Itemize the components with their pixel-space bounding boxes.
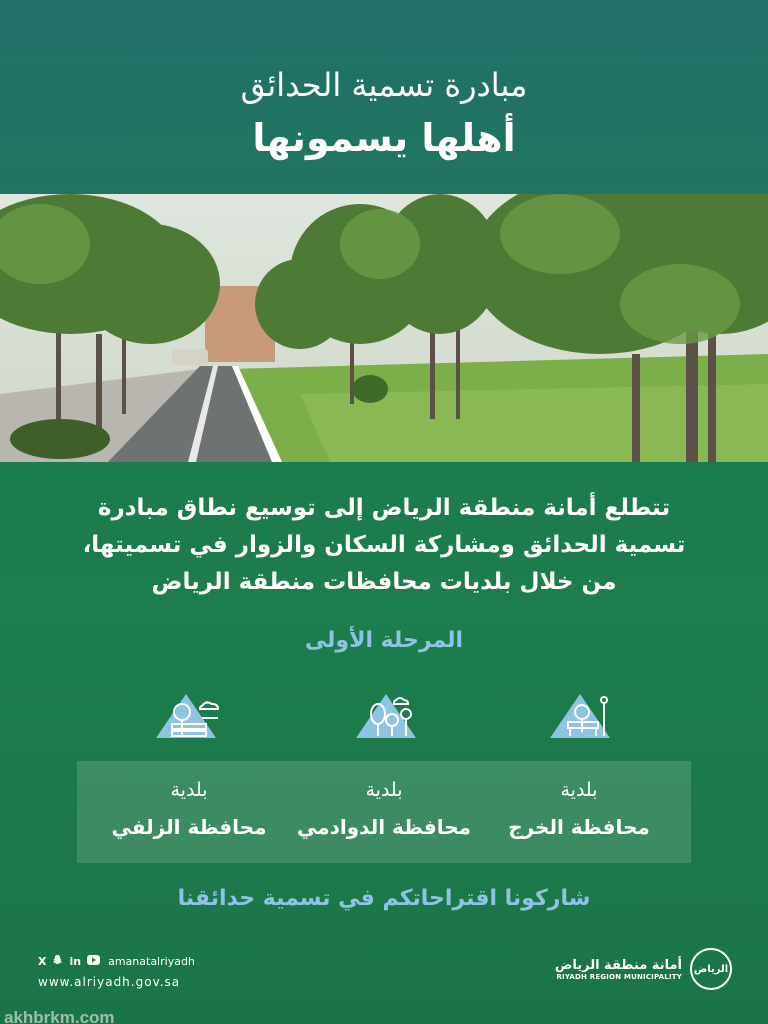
footer-contacts: [38, 953, 238, 989]
page-title: مبادرة تسمية الحدائق: [240, 66, 528, 104]
municipality-zulfi: [89, 779, 289, 839]
logo-arabic: أمانة منطقة الرياض: [554, 957, 682, 973]
municipalities-panel: [77, 761, 691, 863]
snapchat-icon[interactable]: [52, 954, 63, 968]
social-handle[interactable]: amanatalriyadh: [108, 954, 195, 968]
x-icon[interactable]: X: [38, 954, 47, 968]
trees-icon: [352, 688, 422, 744]
municipality-label: بلدية: [365, 779, 403, 801]
page-subtitle: أهلها يسمونها: [252, 116, 516, 160]
municipality-label: بلدية: [170, 779, 208, 801]
description-line-2: تسمية الحدائق ومشاركة السكان والزوار في تسميتها،: [82, 532, 686, 558]
logo-text: [555, 958, 682, 981]
watermark: akhbrkm.com: [4, 1008, 115, 1024]
municipality-name: محافظة الخرج: [508, 815, 650, 839]
municipality-name: محافظة الزلفي: [111, 815, 267, 839]
description-line-3: من خلال بلديات محافظات منطقة الرياض: [151, 569, 617, 595]
website-link[interactable]: www.alriyadh.gov.sa: [38, 975, 181, 989]
park-bench-icon: [548, 688, 618, 744]
municipality-dawadmi: [284, 779, 484, 839]
call-to-action: شاركونا اقتراحاتكم في تسمية حدائقنا: [177, 886, 591, 911]
municipality-name: محافظة الدوادمي: [296, 815, 472, 839]
linkedin-icon[interactable]: in: [69, 954, 82, 968]
municipality-label: بلدية: [560, 779, 598, 801]
park-landscape-icon: [156, 688, 226, 744]
description-line-1: تتطلع أمانة منطقة الرياض إلى توسيع نطاق مبادرة: [97, 495, 671, 521]
park-photo: [0, 194, 768, 462]
description: [60, 490, 708, 601]
municipality-logo: [555, 947, 732, 991]
logo-english: RIYADH REGION MUNICIPALITY: [556, 972, 682, 981]
phase-label: المرحلة الأولى: [304, 628, 464, 653]
municipality-icons: [0, 688, 768, 744]
youtube-icon[interactable]: [87, 955, 100, 968]
municipality-kharj: [479, 779, 679, 839]
header: [0, 0, 768, 194]
social-row: [38, 953, 238, 969]
emblem-icon: الرياض: [690, 948, 732, 990]
